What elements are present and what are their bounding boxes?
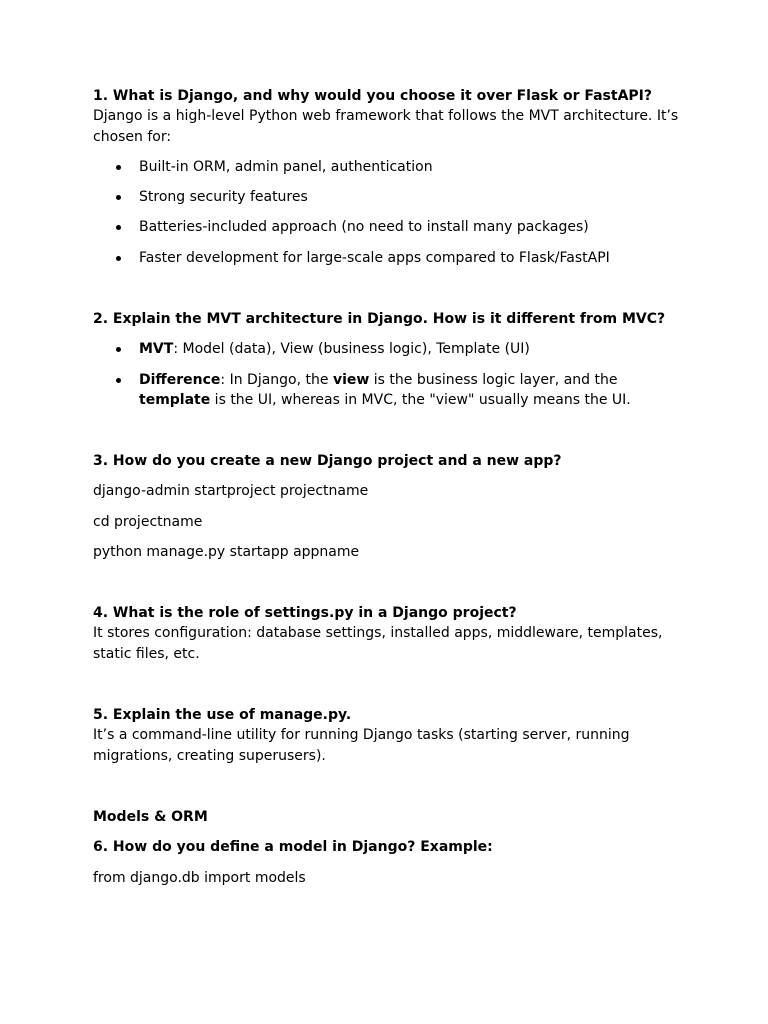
question-1-section [93, 86, 683, 268]
question-4-answer: It stores configuration: database settings, installed apps, middleware, templates, static files, etc. [93, 625, 663, 662]
template-term: template [139, 391, 211, 408]
question-2-heading: 2. Explain the MVT architecture in Django. How is it different from MVC? [93, 311, 666, 327]
mvt-description: : Model (data), View (business logic), Template (UI) [173, 341, 530, 358]
difference-text-1: : In Django, the [220, 371, 333, 388]
question-5-heading: 5. Explain the use of manage.py. [93, 707, 352, 723]
question-5-section [93, 705, 683, 766]
question-1-heading: 1. What is Django, and why would you choose it over Flask or FastAPI? [93, 88, 652, 104]
question-3-section [93, 451, 683, 562]
question-2-bullet-list [93, 339, 683, 410]
question-1-bullet-list [93, 157, 683, 268]
question-4-section [93, 603, 683, 664]
list-item [93, 370, 683, 411]
question-5-answer: It’s a command-line utility for running Django tasks (starting server, running migrations, creating superusers). [93, 727, 630, 764]
list-item: Batteries-included approach (no need to install many packages) [93, 217, 683, 237]
list-item: Strong security features [93, 187, 683, 207]
difference-term: Difference [139, 371, 221, 388]
command-line: cd projectname [93, 513, 203, 530]
question-2-section [93, 309, 683, 410]
section-heading-models-orm: Models & ORM [93, 809, 208, 825]
list-item [93, 339, 683, 359]
difference-text-2: is the business logic layer, and the [369, 371, 618, 388]
question-3-heading: 3. How do you create a new Django project and a new app? [93, 453, 562, 469]
list-item: Faster development for large-scale apps compared to Flask/FastAPI [93, 248, 683, 268]
difference-text-3: is the UI, whereas in MVC, the "view" usually means the UI. [210, 391, 631, 408]
code-line: from django.db import models [93, 869, 306, 886]
mvt-term: MVT [139, 341, 174, 358]
question-1-answer: Django is a high-level Python web framework that follows the MVT architecture. It’s chosen for: [93, 108, 679, 145]
question-6-heading: 6. How do you define a model in Django? Example: [93, 839, 493, 856]
list-item: Built-in ORM, admin panel, authentication [93, 157, 683, 177]
command-line: python manage.py startapp appname [93, 543, 360, 560]
view-term: view [332, 371, 370, 388]
command-line: django-admin startproject projectname [93, 483, 369, 500]
question-4-heading: 4. What is the role of settings.py in a Django project? [93, 605, 517, 621]
models-orm-section [93, 807, 683, 888]
